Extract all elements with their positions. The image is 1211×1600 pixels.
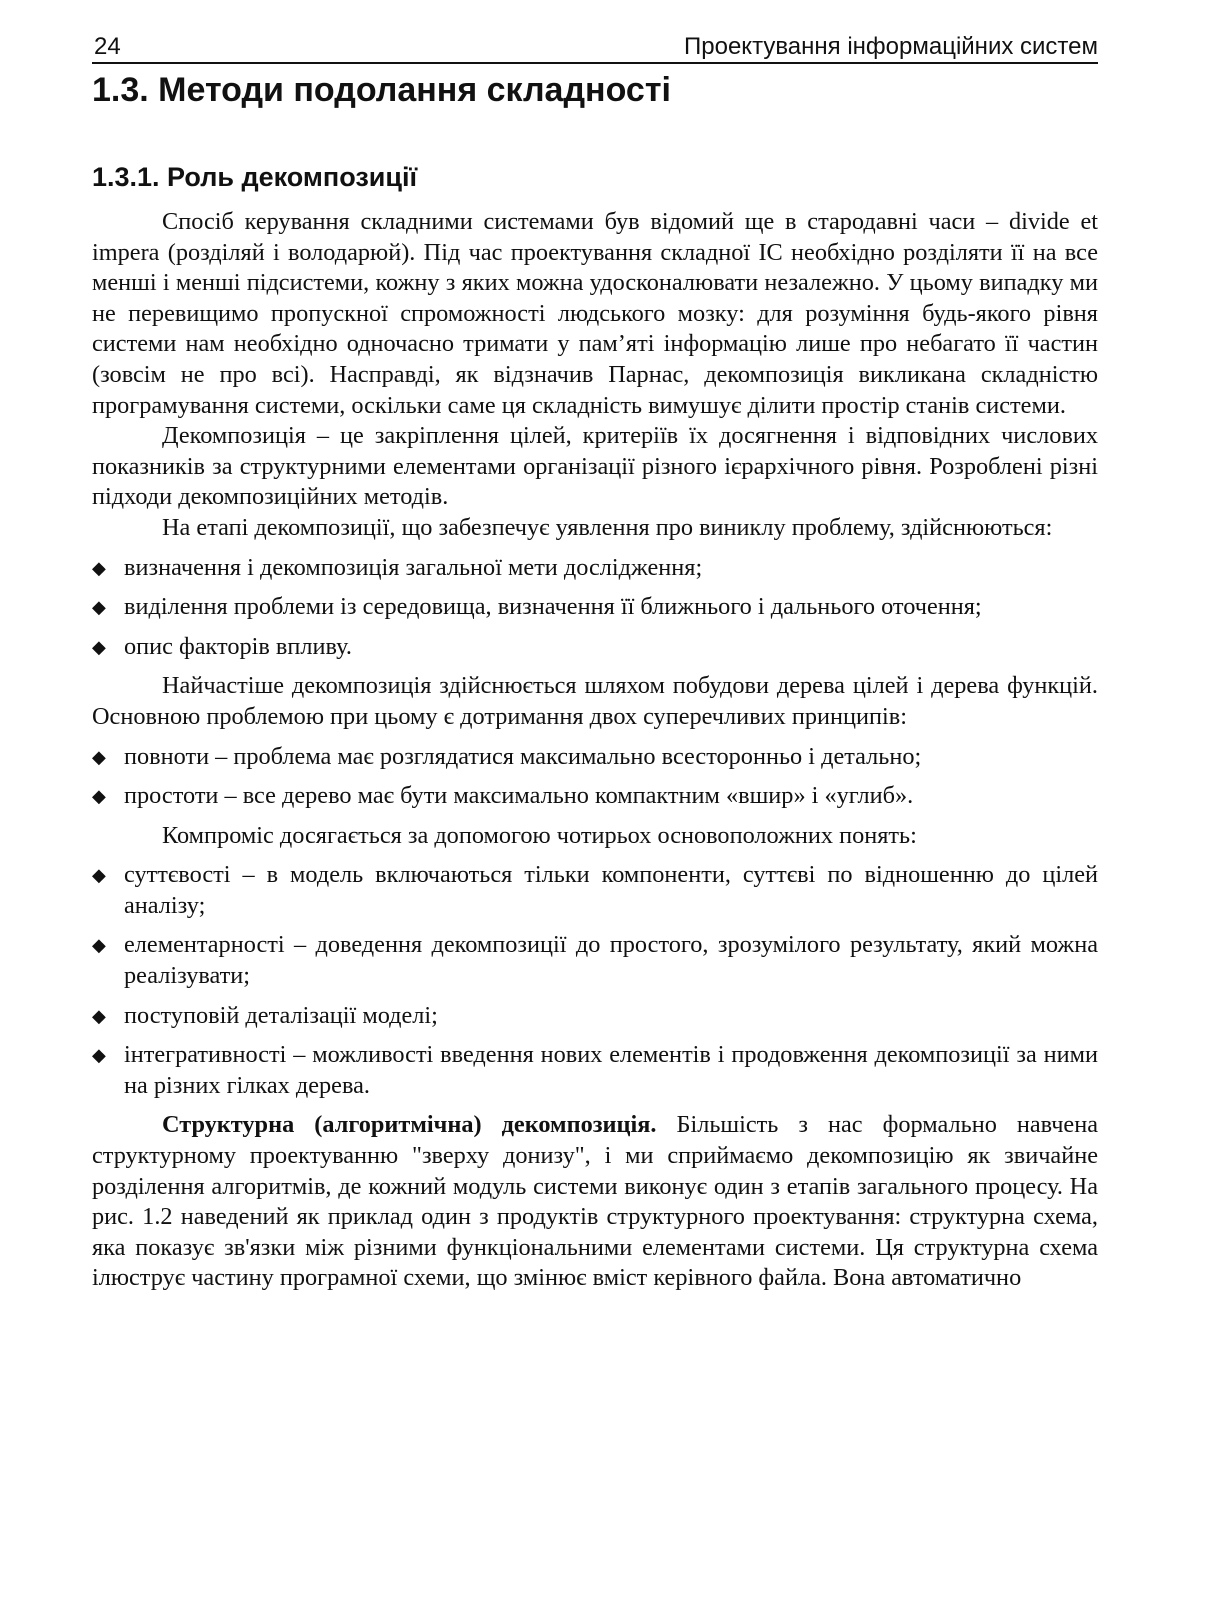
paragraph-4: Найчастіше декомпозиція здійснюється шляхом побудови дерева цілей і дерева функцій. Основною проблемою при цьому є дотримання двох суперечливих принципів: <box>92 672 1098 730</box>
paragraph-3: На етапі декомпозиції, що забезпечує уявлення про виниклу проблему, здійснюються: <box>162 513 1053 541</box>
diamond-bullet-icon: ◆ <box>92 557 106 578</box>
section-title: 1.3. Методи подолання складності <box>92 71 671 109</box>
list-item-text: повноти – проблема має розглядатися максимально всесторонньо і детально; <box>124 742 922 770</box>
list-item <box>92 781 1098 812</box>
list-item-text: інтегративності – можливості введення нових елементів і продовження декомпозиції за ними на різних гілках дерева. <box>124 1041 1098 1099</box>
list-item <box>92 592 1098 623</box>
list-item-text: виділення проблеми із середовища, визначення її ближнього і дальнього оточення; <box>124 593 982 621</box>
diamond-bullet-icon: ◆ <box>92 636 106 657</box>
list-item-text: елементарності – доведення декомпозиції до простого, зрозумілого результату, який можна реалізувати; <box>124 931 1098 990</box>
list-decomposition-steps <box>92 553 1098 663</box>
list-principles <box>92 742 1098 812</box>
list-item <box>92 1001 1098 1032</box>
structural-decomposition-term: Структурна (алгоритмічна) декомпозиція. <box>162 1111 657 1139</box>
list-item-text: визначення і декомпозиція загальної мети дослідження; <box>124 553 703 581</box>
list-item-text: суттєвості – в модель включаються тільки компоненти, суттєві по відношенню до цілей аналізу; <box>124 861 1098 919</box>
list-item <box>92 632 1098 663</box>
body-text <box>92 207 1098 1294</box>
diamond-bullet-icon: ◆ <box>92 865 106 886</box>
list-item-text: простоти – все дерево має бути максимально компактним «вшир» і «углиб». <box>124 782 914 810</box>
paragraph-5: Компроміс досягається за допомогою чотирьох основоположних понять: <box>162 821 917 849</box>
diamond-bullet-icon: ◆ <box>92 935 106 956</box>
running-header <box>92 32 1098 64</box>
diamond-bullet-icon: ◆ <box>92 746 106 767</box>
list-concepts <box>92 860 1098 1101</box>
running-title: Проектування інформаційних систем <box>684 33 1098 60</box>
paragraph-6-text: Більшість з нас формально навчена структурному проектуванню "зверху донизу", і ми сприймаємо декомпозицію як звичайне розділення алгоритмів, де кожний модуль системи виконує один з етапів загального процесу. На рис. 1.2 наведений як приклад один з продуктів структурного проектування: структурна схема, яка показує зв'язки між різними функціональними елементами системи. Ця структурна схема ілюструє частину програмної схеми, що змінює вміст керівного файла. Вона автоматично <box>92 1111 1099 1292</box>
paragraph-1: Спосіб керування складними системами був відомий ще в стародавні часи – divide et impera (розділяй і володарюй). Під час проектування складної ІС необхідно розділяти її на все менші і менші підсистеми, кожну з яких можна удосконалювати незалежно. У цьому випадку ми не перевищимо пропускної спроможності людського мозку: для розуміння будь-якого рівня системи нам необхідно одночасно тримати у пам’яті інформацію лише про небагато її частин (зовсім не про всі). Насправді, як відзначив Парнас, декомпозиція викликана складністю програмування системи, оскільки саме ця складність вимушує ділити простір станів системи. <box>92 208 1098 419</box>
list-item <box>92 742 1098 773</box>
paragraph-2: Декомпозиція – це закріплення цілей, критеріїв їх досягнення і відповідних числових показників за структурними елементами організації різного ієрархічного рівня. Розроблені різні підходи декомпозиційних методів. <box>92 422 1098 511</box>
list-item-text: опис факторів впливу. <box>124 632 352 660</box>
diamond-bullet-icon: ◆ <box>92 786 106 807</box>
page-number: 24 <box>94 33 121 60</box>
diamond-bullet-icon: ◆ <box>92 1005 106 1026</box>
subsection-title: 1.3.1. Роль декомпозиції <box>92 162 418 192</box>
book-page <box>92 32 1098 1294</box>
diamond-bullet-icon: ◆ <box>92 597 106 618</box>
list-item <box>92 860 1098 921</box>
diamond-bullet-icon: ◆ <box>92 1045 106 1066</box>
list-item-text: поступовій деталізації моделі; <box>124 1001 438 1029</box>
list-item <box>92 1040 1098 1101</box>
paragraph-6 <box>92 1110 1098 1294</box>
list-item <box>92 553 1098 584</box>
list-item <box>92 930 1098 991</box>
